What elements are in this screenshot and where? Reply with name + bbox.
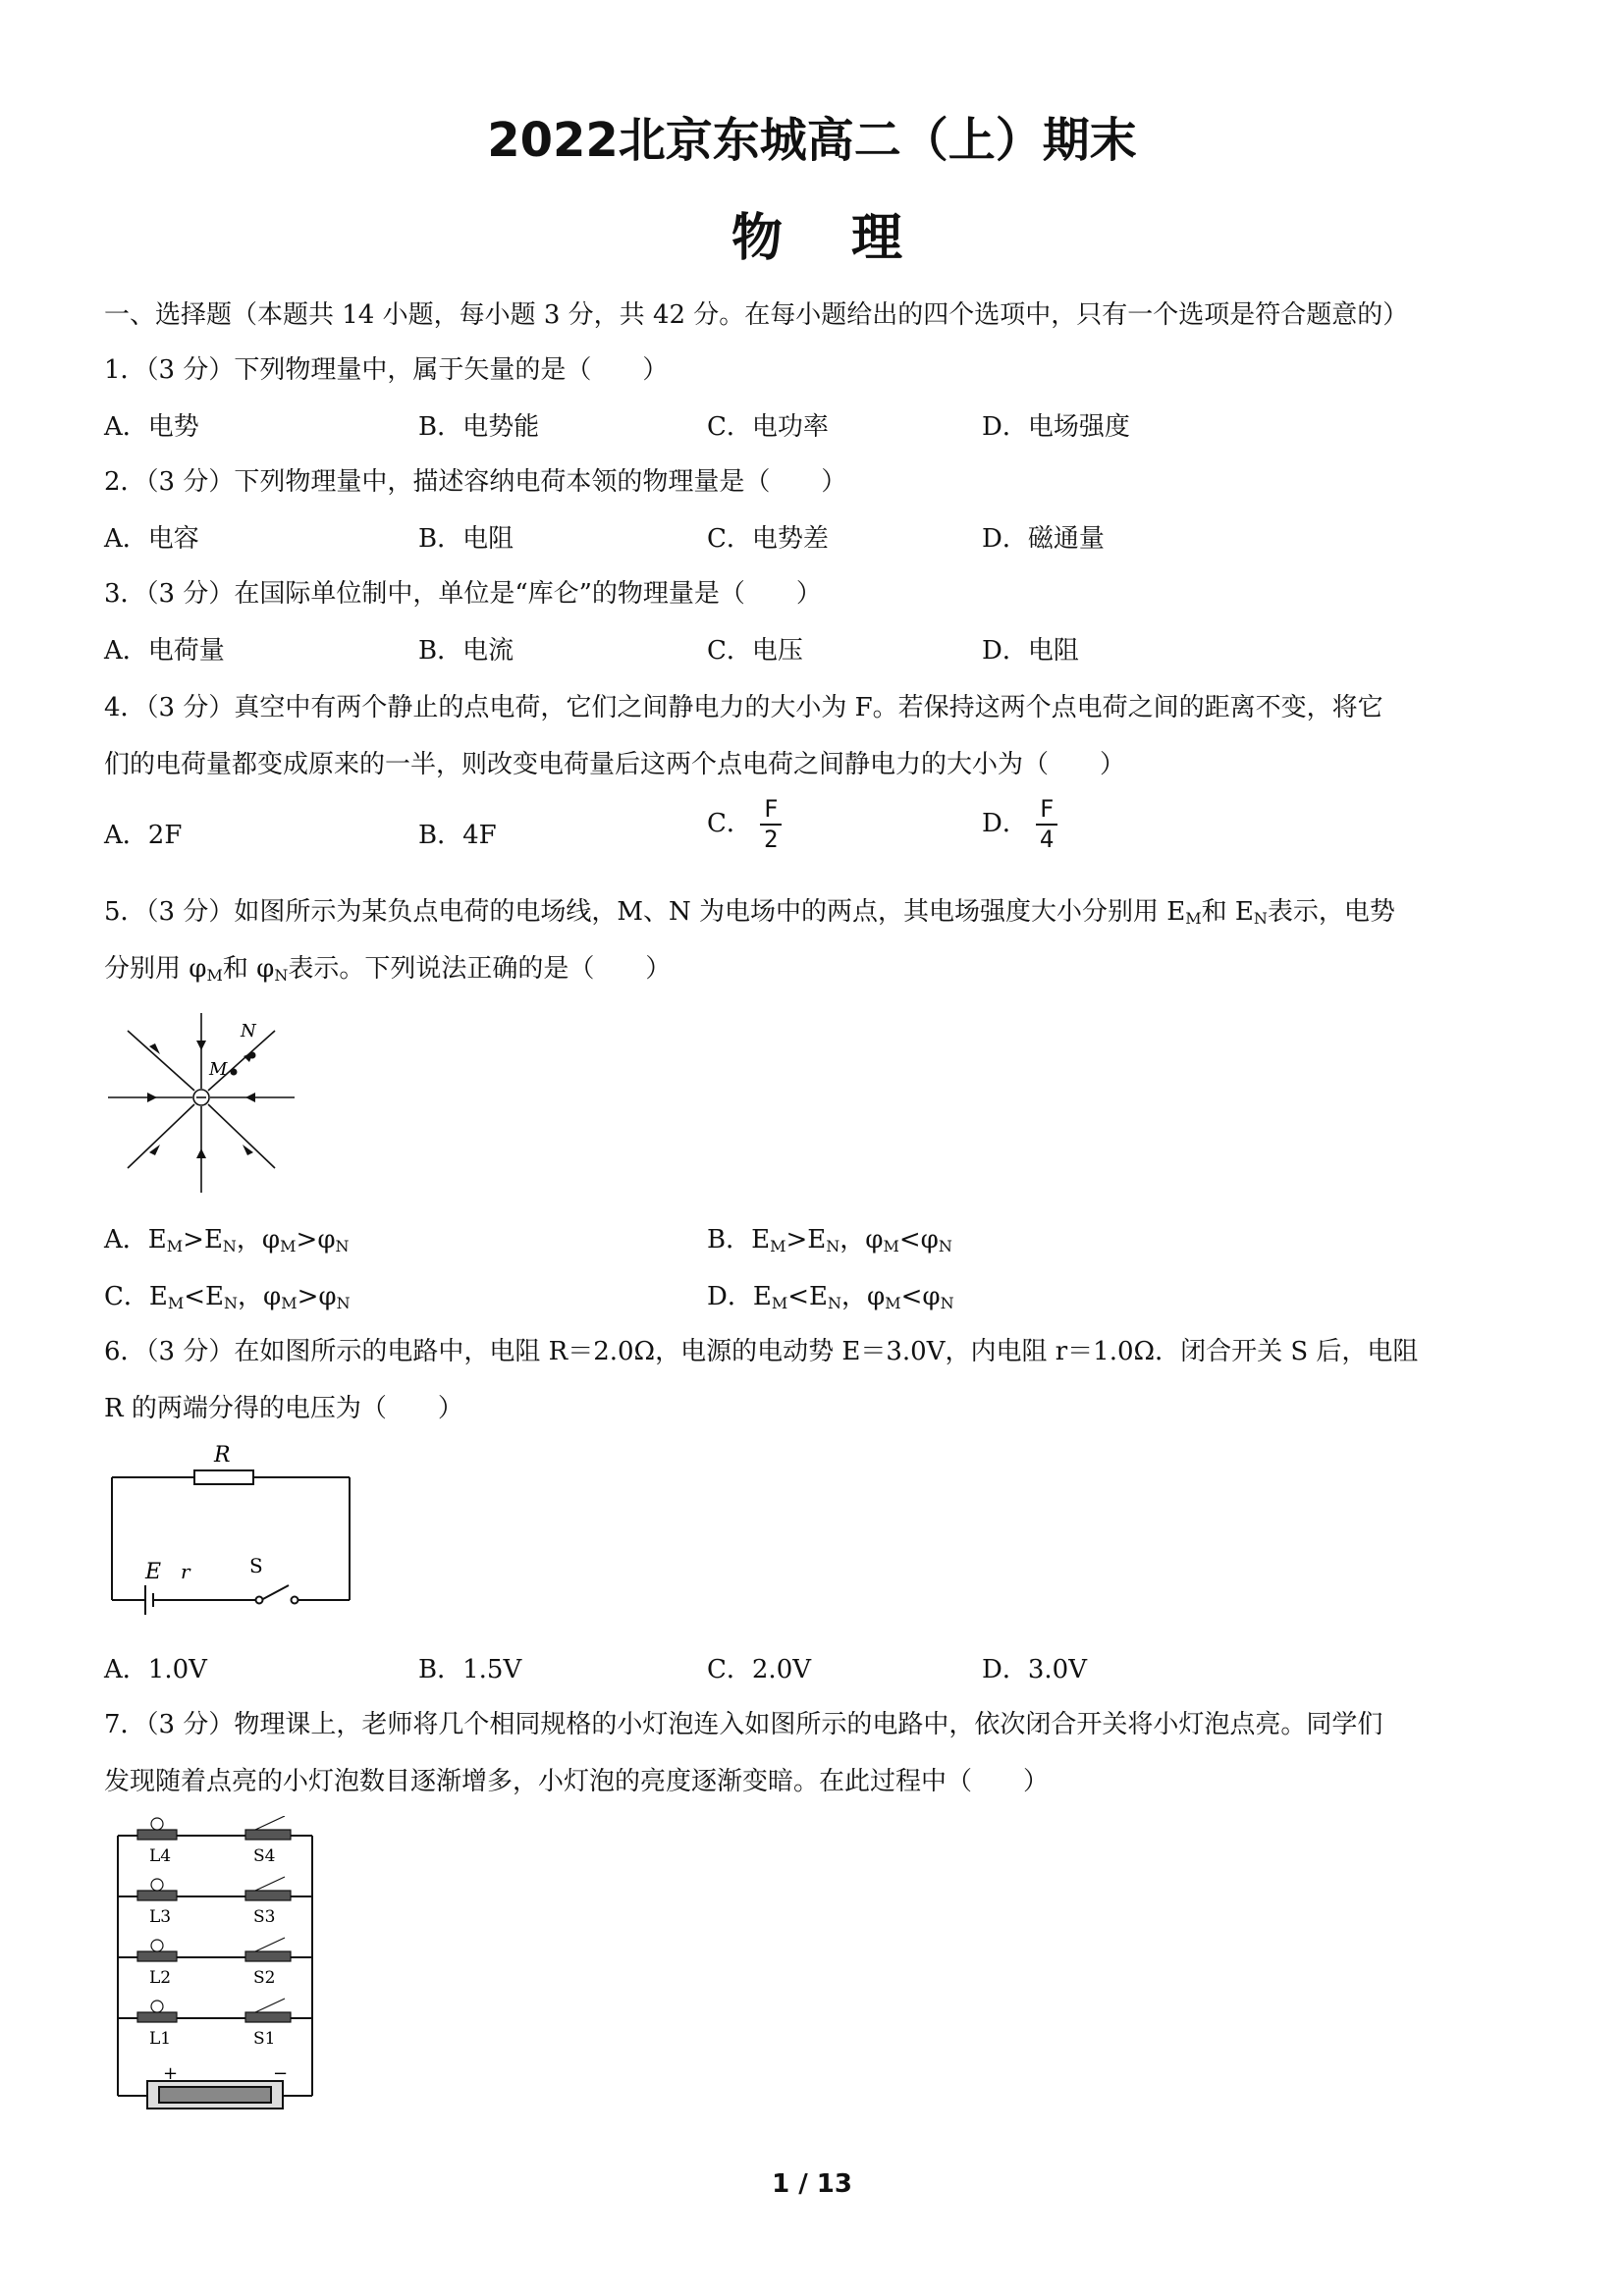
q2-stem: 2．（3 分）下列物理量中，描述容纳电荷本领的物理量是（ ）	[104, 467, 847, 497]
q4-option-d-fraction	[1036, 797, 1057, 852]
q2-option-d: D．磁通量	[982, 524, 1105, 554]
q5-stem-line1: 5．（3 分）如图所示为某负点电荷的电场线，M、N 为电场中的两点，其电场强度大小分别用 $E_M$和 $E_N$表示，电势	[104, 897, 1395, 928]
label-emf: E	[145, 1560, 162, 1584]
lamp-circuit-figure	[108, 1816, 334, 2120]
q7-stem-line1: 7．（3 分）物理课上，老师将几个相同规格的小灯泡连入如图所示的电路中，依次闭合开关将小灯泡点亮。同学们	[104, 1710, 1383, 1739]
label-resistor: R	[214, 1443, 231, 1468]
subject-title: 物理	[731, 209, 972, 268]
page-number: 1 / 13	[772, 2169, 852, 2199]
lamp-label-l2: L2	[149, 1968, 172, 1988]
fraction-numerator: F	[1039, 795, 1055, 823]
circuit-figure	[104, 1438, 359, 1615]
switch-label-s4: S4	[253, 1846, 276, 1866]
field-lines-figure	[98, 1011, 314, 1207]
q6-option-d: D．3.0V	[982, 1655, 1087, 1684]
q3-option-d: D．电阻	[982, 636, 1079, 666]
q4-stem-line1: 4．（3 分）真空中有两个静止的点电荷，它们之间静电力的大小为 F。若保持这两个点电荷之间的距离不变，将它	[104, 693, 1383, 722]
q4-stem-line2: 们的电荷量都变成原来的一半，则改变电荷量后这两个点电荷之间静电力的大小为（ ）	[104, 750, 1126, 779]
lamp-label-l3: L3	[149, 1907, 172, 1927]
q6-option-a: A．1.0V	[104, 1655, 207, 1684]
fraction-numerator: F	[763, 795, 779, 823]
fraction-denominator: 4	[1039, 826, 1055, 854]
q4-option-c	[707, 797, 782, 852]
battery-minus: −	[273, 2063, 289, 2084]
label-m: M	[209, 1059, 228, 1080]
q1-option-c: C．电功率	[707, 412, 829, 442]
lamp-label-l1: L1	[149, 2029, 172, 2049]
q5-stem-line2: 分别用 $\varphi_M$和 $\varphi_N$表示。下列说法正确的是（ ）	[104, 954, 672, 985]
q2-option-c: C．电势差	[707, 524, 829, 554]
q4-option-a: A．2F	[104, 821, 183, 850]
battery-plus: +	[163, 2063, 179, 2084]
label-internal-r: r	[181, 1560, 190, 1583]
q4-option-c-label: C．	[707, 809, 752, 839]
q4-option-d	[982, 797, 1057, 852]
lamp-label-l4: L4	[149, 1846, 172, 1866]
q3-option-c: C．电压	[707, 636, 803, 666]
q2-option-b: B．电阻	[418, 524, 514, 554]
q4-option-c-fraction	[760, 797, 782, 852]
q1-option-d: D．电场强度	[982, 412, 1130, 442]
q6-option-c: C．2.0V	[707, 1655, 812, 1684]
switch-label-s3: S3	[253, 1907, 276, 1927]
q4-option-d-label: D．	[982, 809, 1028, 839]
q5-option-b: B．$E_M>E_N$，$\varphi_M<\varphi_N$	[707, 1225, 952, 1255]
q6-option-b: B．1.5V	[418, 1655, 522, 1684]
q2-option-a: A．电容	[104, 524, 199, 554]
q5-option-a: A．$E_M>E_N$，$\varphi_M>\varphi_N$	[104, 1225, 350, 1255]
q3-option-b: B．电流	[418, 636, 514, 666]
q1-option-b: B．电势能	[418, 412, 540, 442]
page-title: 2022北京东城高二（上）期末	[487, 113, 1137, 168]
switch-label-s1: S1	[253, 2029, 276, 2049]
q7-stem-line2: 发现随着点亮的小灯泡数目逐渐增多，小灯泡的亮度逐渐变暗。在此过程中（ ）	[104, 1767, 1050, 1796]
switch-label-s2: S2	[253, 1968, 276, 1988]
label-switch: S	[249, 1554, 263, 1577]
q1-stem: 1．（3 分）下列物理量中，属于矢量的是（ ）	[104, 355, 669, 385]
q6-stem-line1: 6．（3 分）在如图所示的电路中，电阻 R＝2.0Ω，电源的电动势 E＝3.0V，内电阻 r＝1.0Ω．闭合开关 S 后，电阻	[104, 1337, 1419, 1366]
fraction-denominator: 2	[763, 826, 779, 854]
q6-stem-line2: R 的两端分得的电压为（ ）	[104, 1394, 463, 1423]
q5-option-d: D．$E_M<E_N$，$\varphi_M<\varphi_N$	[707, 1282, 954, 1312]
q3-stem: 3．（3 分）在国际单位制中，单位是“库仑”的物理量是（ ）	[104, 579, 822, 609]
q5-option-c: C．$E_M<E_N$，$\varphi_M>\varphi_N$	[104, 1282, 351, 1312]
q3-option-a: A．电荷量	[104, 636, 225, 666]
q1-option-a: A．电势	[104, 412, 199, 442]
section-heading: 一、选择题（本题共 14 小题，每小题 3 分，共 42 分。在每小题给出的四个选项中，只有一个选项是符合题意的）	[104, 300, 1409, 330]
label-n: N	[241, 1021, 256, 1041]
q4-option-b: B．4F	[418, 821, 497, 850]
